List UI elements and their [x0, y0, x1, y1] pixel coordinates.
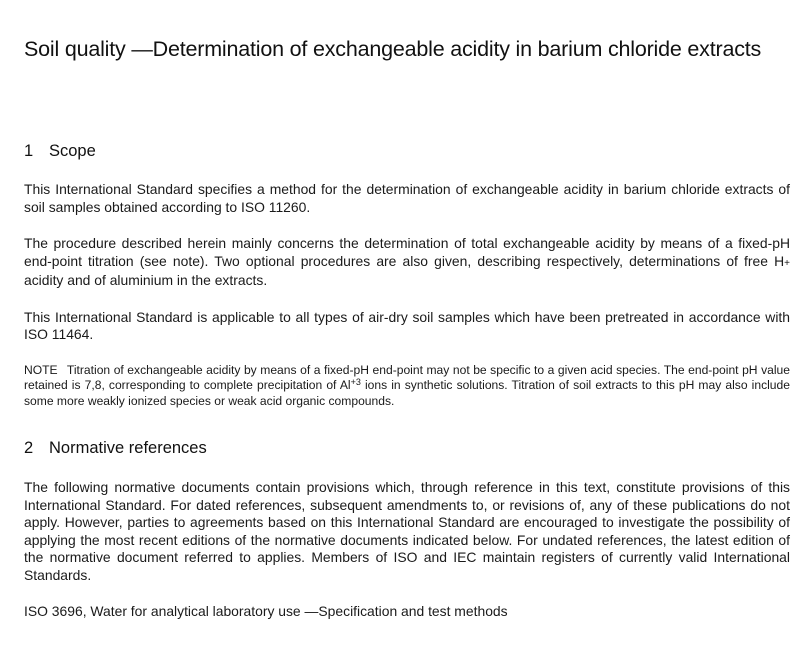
reference-item: ISO 3696, Water for analytical laboratory use —Specification and test methods	[24, 603, 508, 619]
section-number: 2	[24, 439, 34, 457]
note-text-start: Titration of exchangeable acidity by means of a fixed-pH end-point may not be specific to a given acid species. The end-point pH value retained is 7,8, corresponding to complete precipitation of Al	[24, 362, 790, 392]
note-text-end: ions in synthetic solutions. Titration of soil extracts to this pH may also include some more weakly ionized species or weak acid organic compounds.	[24, 378, 790, 408]
section-number: 1	[24, 142, 34, 160]
scope-paragraph-1: This International Standard specifies a method for the determination of exchangeable acidity in barium chloride extracts of soil samples obtained according to ISO 11260.	[24, 181, 790, 215]
scope-paragraph-2	[24, 235, 790, 290]
normative-references-paragraph: The following normative documents contain provisions which, through reference in this text, constitute provisions of this International Standard. For dated references, subsequent amendments to, or revisions of, any of these publications do not apply. However, parties to agreements based on this International Standard are encouraged to investigate the possibility of applying the most recent editions of the normative documents indicated below. For undated references, the latest edition of the normative document referred to applies. Members of ISO and IEC maintain registers of currently valid International Standards.	[24, 479, 790, 583]
note-superscript: +3	[350, 377, 361, 387]
note-label: NOTE	[24, 362, 58, 377]
document-title: Soil quality —Determination of exchangeable acidity in barium chloride extracts	[24, 37, 762, 61]
section-title: Scope	[49, 142, 96, 160]
scope-paragraph-3: This International Standard is applicable to all types of air-dry soil samples which have been pretreated in accordance with ISO 11464.	[24, 308, 790, 342]
scope-paragraph-2-tail: acidity and of aluminium in the extracts.	[24, 272, 268, 288]
section-title: Normative references	[49, 439, 207, 457]
section-heading-scope	[24, 141, 790, 161]
scope-note	[24, 363, 790, 410]
document-page	[24, 36, 790, 621]
h-plus-sign: +	[784, 257, 790, 269]
section-heading-normative-references	[24, 438, 790, 458]
scope-paragraph-2-text: The procedure described herein mainly concerns the determination of total exchangeable acidity by means of a fixed-pH end-point titration (see note). Two optional procedures are also given, describing respectively, determinations of free H	[24, 235, 790, 269]
